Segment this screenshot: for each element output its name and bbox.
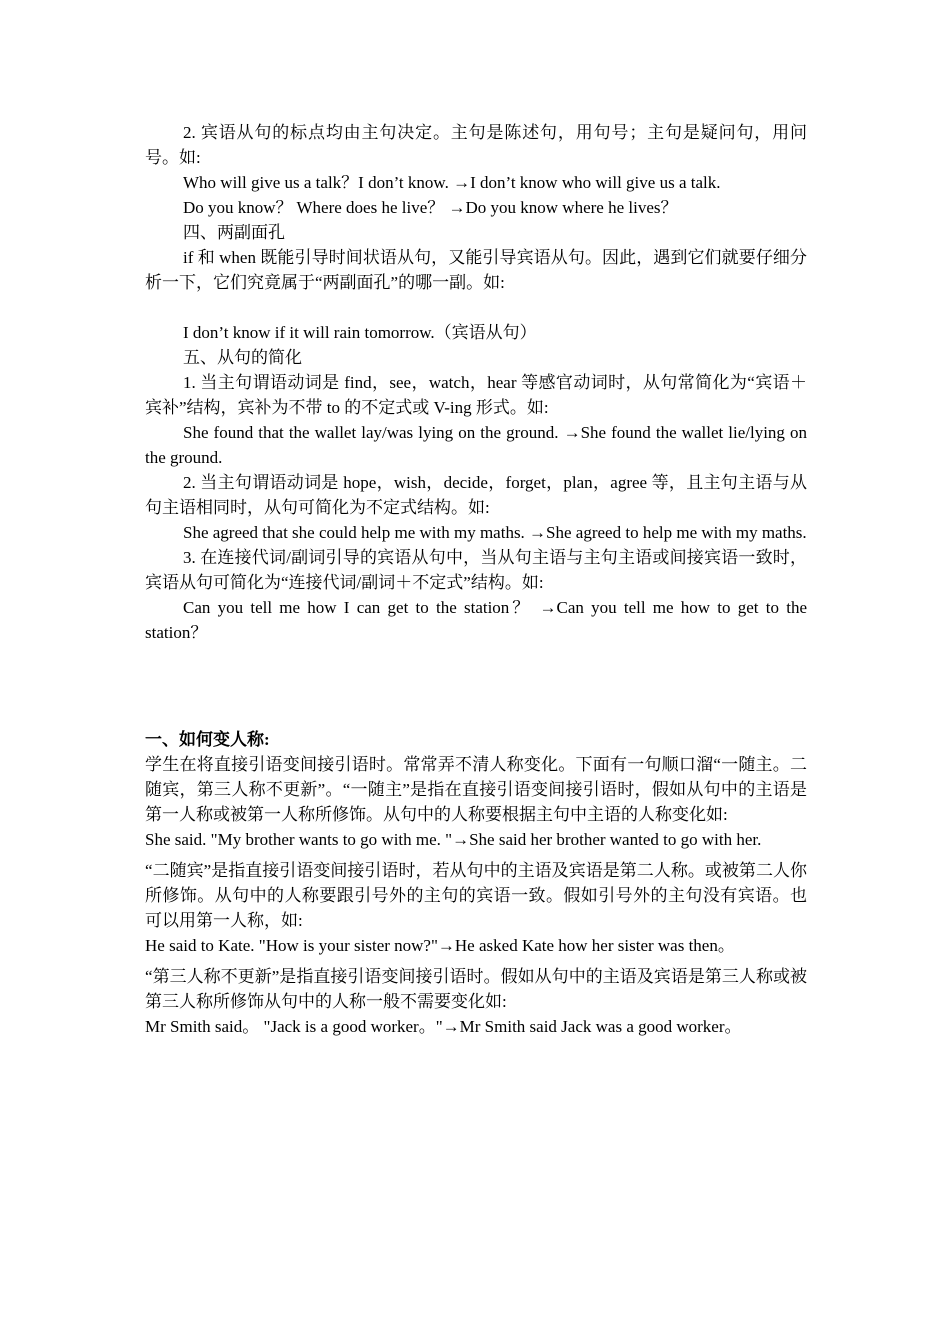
example-sentence: She found that the wallet lay/was lying on the ground. →She found the wallet lie/lying on the ground.	[145, 423, 807, 467]
paragraph-if-when: if 和 when 既能引导时间状语从句，又能引导宾语从句。因此，遇到它们就要仔细分析一下，它们究竟属于“两副面孔”的哪一副。如:	[145, 248, 807, 292]
section-heading-simplification: 五、从句的简化	[183, 348, 302, 367]
paragraph-rule-1: 1. 当主句谓语动词是 find，see，watch，hear 等感官动词时，从句常简化为“宾语＋宾补”结构，宾补为不带 to 的不定式或 V-ing 形式。如:	[145, 373, 807, 417]
paragraph-punctuation-rule: 2. 宾语从句的标点均由主句决定。主句是陈述句，用句号；主句是疑问句，用问号。如:	[145, 123, 807, 167]
paragraph-third-person: “第三人称不更新”是指直接引语变间接引语时。假如从句中的主语及宾语是第三人称或被第三人称所修饰从句中的人称一般不需要变化如:	[145, 967, 807, 1011]
section-gap	[145, 645, 807, 727]
example-sentence: He said to Kate. "How is your sister now?"→He asked Kate how her sister was then。	[145, 936, 735, 955]
example-sentence: Mr Smith said。 "Jack is a good worker。"→Mr Smith said Jack was a good worker。	[145, 1017, 742, 1036]
paragraph-person-rule: 学生在将直接引语变间接引语时。常常弄不清人称变化。下面有一句顺口溜“一随主。二随宾，第三人称不更新”。“一随主”是指在直接引语变间接引语时，假如从句中的主语是第一人称或被第一人称所修饰。从句中的人称要根据主句中主语的人称变化如:	[145, 755, 807, 824]
blank-line	[145, 295, 807, 320]
paragraph-second-person: “二随宾”是指直接引语变间接引语时，若从句中的主语及宾语是第二人称。或被第二人你所修饰。从句中的人称要跟引号外的主句的宾语一致。假如引号外的主句没有宾语。也可以用第一人称，如:	[145, 861, 807, 930]
example-sentence: Do you know？ Where does he live？ →Do you know where he lives？	[183, 198, 678, 217]
example-sentence: Who will give us a talk？I don’t know. →I don’t know who will give us a talk.	[183, 173, 721, 192]
paragraph-rule-3: 3. 在连接代词/副词引导的宾语从句中，当从句主语与主句主语或间接宾语一致时，宾语从句可简化为“连接代词/副词＋不定式”结构。如:	[145, 548, 807, 592]
section-heading-person-change: 一、如何变人称:	[145, 730, 270, 749]
example-sentence: She agreed that she could help me with my maths. →She agreed to help me with my maths.	[183, 523, 807, 542]
example-sentence: She said. "My brother wants to go with me. "→She said her brother wanted to go with her.	[145, 830, 762, 849]
example-sentence: I don’t know if it will rain tomorrow.（宾语从句）	[183, 323, 537, 342]
example-sentence: Can you tell me how I can get to the station？ →Can you tell me how to get to the station？	[145, 598, 807, 642]
paragraph-rule-2: 2. 当主句谓语动词是 hope，wish，decide，forget，plan，agree 等，且主句主语与从句主语相同时，从句可简化为不定式结构。如:	[145, 473, 807, 517]
section-heading-two-faces: 四、两副面孔	[183, 223, 285, 242]
document-body	[145, 120, 807, 1039]
